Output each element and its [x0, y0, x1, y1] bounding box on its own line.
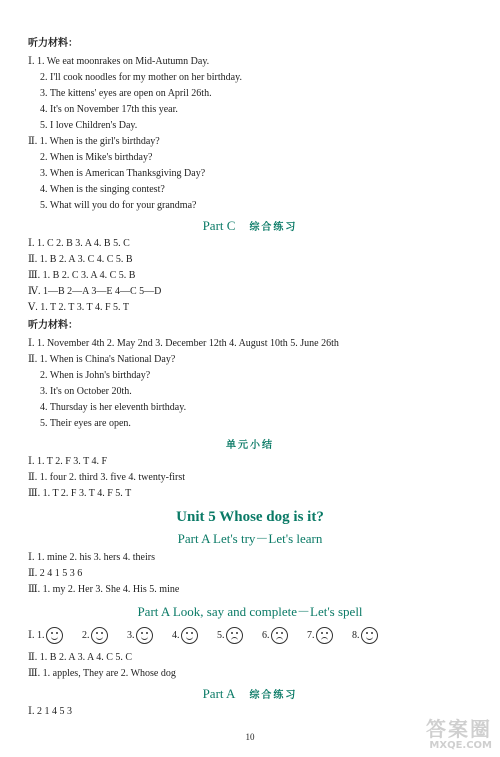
answer-line: Ⅰ. 1. T 2. F 3. T 4. F — [28, 456, 108, 467]
answer-line: Ⅰ. 1. November 4th 2. May 2nd 3. December 12th 4. August 10th 5. June 26th — [28, 338, 339, 349]
answer-line: 3. When is American Thanksgiving Day? — [40, 168, 206, 179]
answer-line: 3. It's on October 20th. — [40, 386, 132, 397]
listening-material-label: 听力材料： — [28, 38, 78, 49]
face-number: 8. — [351, 630, 360, 641]
face-number: 7. — [306, 630, 315, 641]
face-number: 3. — [126, 630, 135, 641]
happy-face-icon — [91, 627, 108, 644]
faces-prefix: Ⅰ. — [28, 630, 35, 641]
face-number: 6. — [261, 630, 270, 641]
face-number: 2. — [81, 630, 90, 641]
answer-line: Ⅲ. 1. T 2. F 3. T 4. F 5. T — [28, 488, 132, 499]
answer-line: Ⅱ. 1. When is the girl's birthday? — [28, 136, 160, 147]
watermark-logo-text: 答案圈 — [426, 717, 492, 741]
answer-line: Ⅴ. 1. T 2. T 3. T 4. F 5. T — [28, 302, 129, 313]
answer-line: Ⅱ. 1. B 2. A 3. C 4. C 5. B — [28, 254, 133, 265]
page-number: 10 — [245, 732, 255, 742]
part-a-lets-try-heading: Part A Let's try－Let's learn — [177, 531, 323, 546]
part-c-title: Part C — [202, 218, 236, 233]
watermark-logo — [414, 718, 492, 752]
answer-line: Ⅰ. 1. C 2. B 3. A 4. B 5. C — [28, 238, 130, 249]
part-a-look-say-heading: Part A Look, say and complete－Let's spell — [137, 604, 363, 619]
answer-line: 5. What will you do for your grandma? — [40, 200, 197, 211]
answer-line: 4. Thursday is her eleventh birthday. — [40, 402, 187, 413]
answer-line: Ⅰ. 1. mine 2. his 3. hers 4. theirs — [28, 552, 155, 563]
answer-line: 2. When is John's birthday? — [40, 370, 151, 381]
answer-line: 2. I'll cook noodles for my mother on her birthday. — [40, 72, 242, 83]
answer-line: Ⅲ. 1. B 2. C 3. A 4. C 5. B — [28, 270, 136, 281]
happy-face-icon — [136, 627, 153, 644]
answer-line: Ⅲ. 1. apples, They are 2. Whose dog — [28, 668, 176, 679]
answer-line: Ⅳ. 1—B 2—A 3—E 4—C 5—D — [28, 286, 162, 297]
part-a-subtitle: 综合练习 — [249, 690, 298, 701]
faces-row — [28, 627, 380, 645]
happy-face-icon — [181, 627, 198, 644]
answer-line: 3. The kittens' eyes are open on April 26th. — [40, 88, 212, 99]
answer-line: 4. It's on November 17th this year. — [40, 104, 178, 115]
answer-line: Ⅰ. 2 1 4 5 3 — [28, 706, 72, 717]
face-number: 5. — [216, 630, 225, 641]
answer-line: Ⅱ. 1. B 2. A 3. A 4. C 5. C — [28, 652, 133, 663]
answer-line: 4. When is the singing contest? — [40, 184, 165, 195]
sad-face-icon — [316, 627, 333, 644]
unit-5-heading: Unit 5 Whose dog is it? — [176, 509, 324, 525]
unit-summary-heading — [0, 436, 500, 454]
part-c-subtitle: 综合练习 — [249, 222, 298, 233]
answer-line: Ⅲ. 1. my 2. Her 3. She 4. His 5. mine — [28, 584, 180, 595]
face-number: 1. — [36, 630, 45, 641]
answer-line: 2. When is Mike's birthday? — [40, 152, 153, 163]
answer-line: Ⅱ. 1. When is China's National Day? — [28, 354, 176, 365]
part-c-heading — [0, 218, 500, 236]
watermark-url: MXQE.COM — [429, 740, 492, 751]
happy-face-icon — [46, 627, 63, 644]
answer-line: 5. I love Children's Day. — [40, 120, 138, 131]
part-a-practice-heading — [0, 686, 500, 704]
answer-line: 5. Their eyes are open. — [40, 418, 131, 429]
face-number: 4. — [171, 630, 180, 641]
happy-face-icon — [361, 627, 378, 644]
unit-summary-title: 单元小结 — [226, 440, 274, 451]
listening-material-label: 听力材料： — [28, 320, 78, 331]
sad-face-icon — [226, 627, 243, 644]
part-a-title: Part A — [202, 686, 236, 701]
answer-line: Ⅱ. 2 4 1 5 3 6 — [28, 568, 83, 579]
answer-line: Ⅱ. 1. four 2. third 3. five 4. twenty-first — [28, 472, 186, 483]
sad-face-icon — [271, 627, 288, 644]
answer-line: Ⅰ. 1. We eat moonrakes on Mid-Autumn Day. — [28, 56, 210, 67]
